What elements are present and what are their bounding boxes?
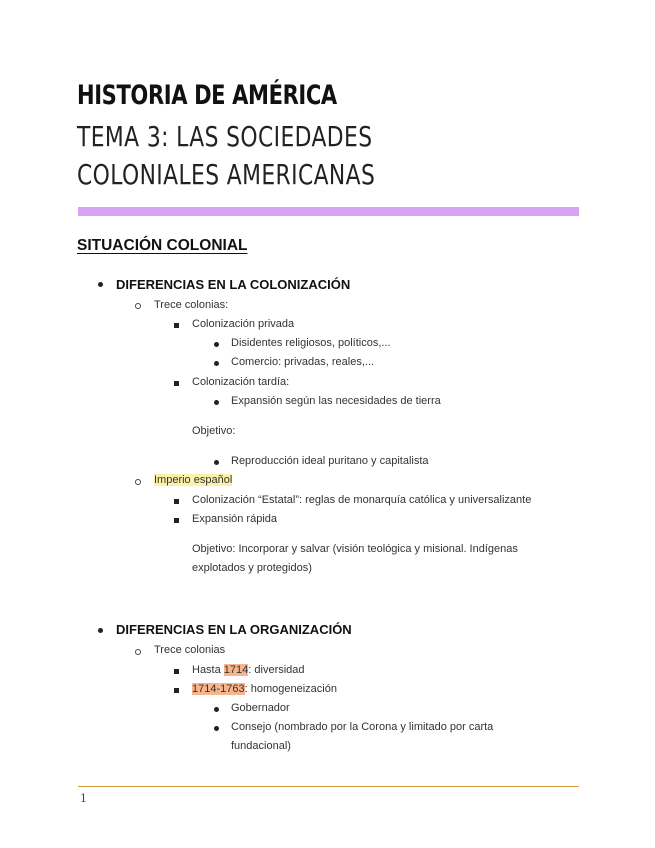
list-item: Colonización tardía: [192, 376, 290, 388]
list-item: Gobernador [231, 702, 290, 714]
document-subtitle: TEMA 3: LAS SOCIEDADES COLONIALES AMERICANAS [77, 120, 376, 191]
bullet-square [174, 518, 179, 523]
bullet-dot [214, 460, 219, 465]
bullet-square [174, 669, 179, 674]
highlighted-year: 1714-1763 [192, 683, 245, 695]
bullet-dot [214, 361, 219, 366]
bullet-ring [135, 303, 141, 309]
list-item [192, 664, 305, 676]
page-number: 1 [80, 792, 87, 805]
bullet-dot [98, 282, 103, 287]
list-item [192, 683, 337, 695]
list-item: Colonización privada [192, 318, 295, 330]
bullet-square [174, 499, 179, 504]
text-span: : homogeneización [244, 683, 337, 695]
list-item: Trece colonias [154, 644, 226, 656]
bullet-square [174, 688, 179, 693]
paragraph: Objetivo: [192, 425, 236, 437]
colonizacion-heading: DIFERENCIAS EN LA COLONIZACIÓN [116, 277, 351, 292]
list-item: Trece colonias: [154, 299, 229, 311]
section-heading: SITUACIÓN COLONIAL [77, 237, 248, 254]
accent-bar [78, 207, 579, 216]
bullet-square [174, 323, 179, 328]
highlighted-year: 1714 [223, 664, 249, 676]
paragraph: explotados y protegidos) [192, 562, 312, 574]
list-item: Reproducción ideal puritano y capitalista [231, 455, 429, 467]
bullet-ring [135, 479, 141, 485]
organizacion-heading: DIFERENCIAS EN LA ORGANIZACIÓN [116, 622, 352, 637]
list-item-continuation: fundacional) [231, 740, 291, 752]
bullet-ring [135, 649, 141, 655]
list-item: Consejo (nombrado por la Corona y limitado por carta [231, 721, 494, 733]
bullet-dot [214, 342, 219, 347]
list-item: Colonización “Estatal”: reglas de monarquía católica y universalizante [192, 494, 532, 506]
list-item: Disidentes religiosos, políticos,... [231, 337, 391, 349]
highlighted-item: Imperio español [154, 474, 233, 486]
list-item: Expansión según las necesidades de tierra [231, 395, 441, 407]
list-item: Comercio: privadas, reales,... [231, 356, 375, 368]
bullet-dot [214, 707, 219, 712]
bullet-dot [98, 628, 103, 633]
bullet-square [174, 381, 179, 386]
text-span: : diversidad [248, 664, 305, 676]
list-item: Expansión rápida [192, 513, 278, 525]
bullet-dot [214, 726, 219, 731]
footer-divider [78, 786, 579, 787]
bullet-dot [214, 400, 219, 405]
text-span: Hasta [192, 664, 224, 676]
document-title: HISTORIA DE AMÉRICA [77, 80, 337, 111]
paragraph: Objetivo: Incorporar y salvar (visión teológica y misional. Indígenas [192, 543, 518, 555]
